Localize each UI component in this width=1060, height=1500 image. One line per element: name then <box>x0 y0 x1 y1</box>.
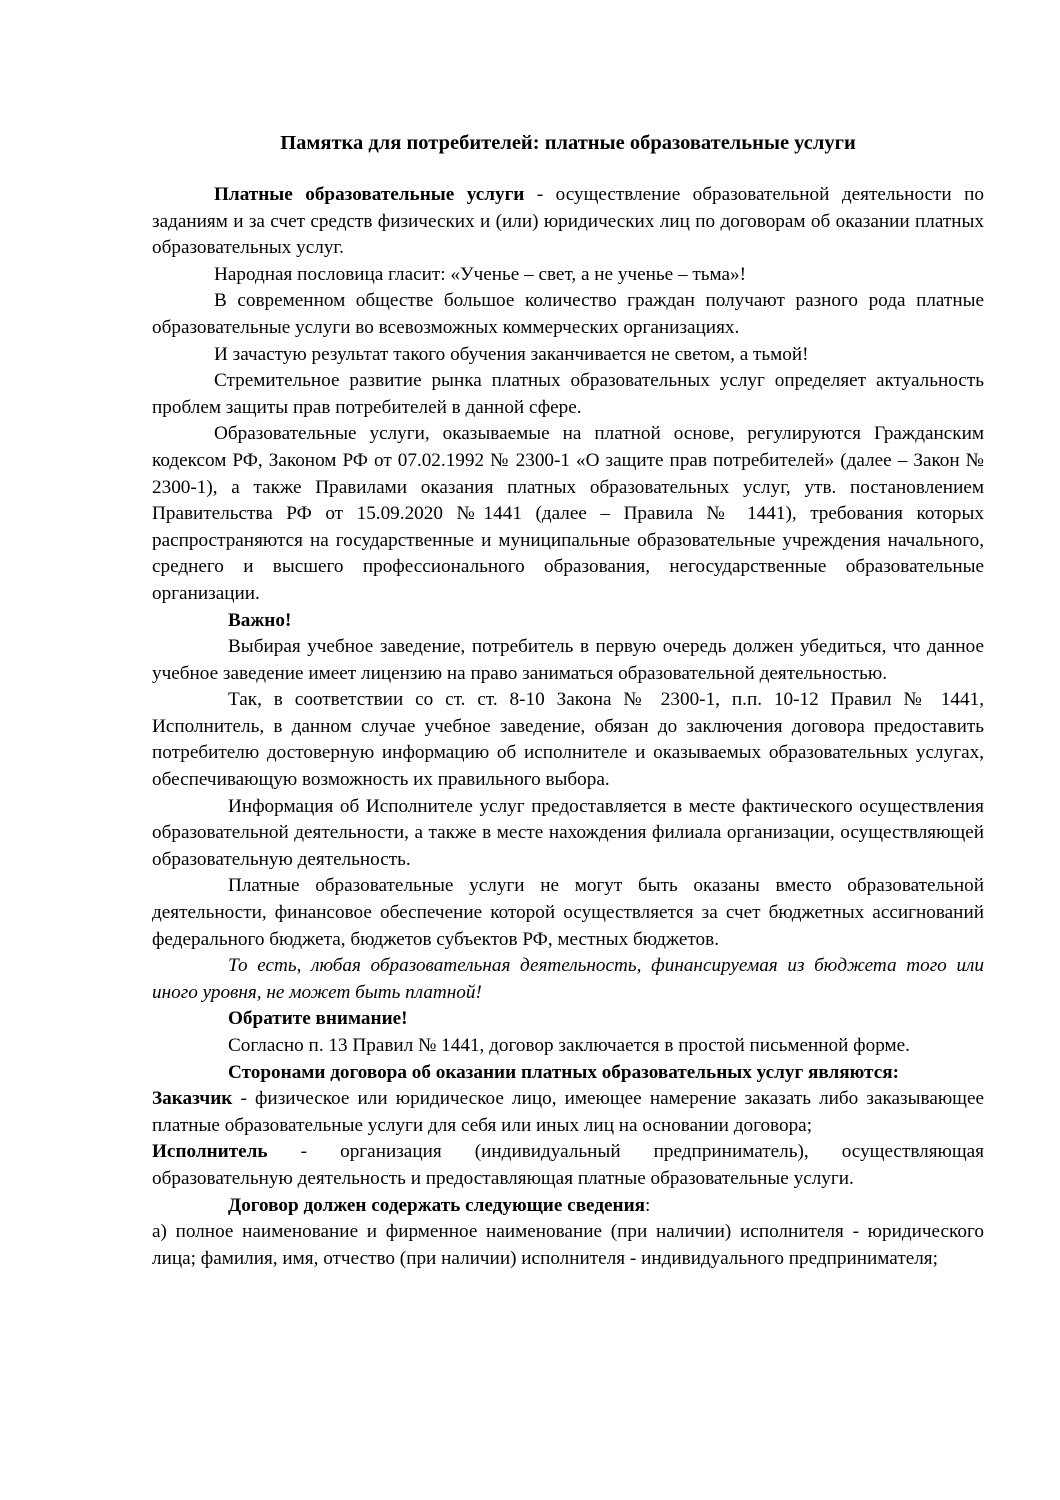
attention-heading-text: Обратите внимание! <box>228 1008 408 1030</box>
executor-term: Исполнитель <box>152 1141 268 1163</box>
customer-text: - физическое или юридическое лицо, имеющее намерение заказать либо заказывающее платные образовательные услуги для себя или иных лиц на основании договора; <box>152 1088 984 1136</box>
paragraph-customer <box>152 1086 984 1139</box>
paragraph-definition <box>152 182 984 262</box>
definition-text: осуществление образовательной деятельности по заданиям и за счет средств физических и (или) юридических лиц по договорам об оказании платных образовательных услуг. <box>152 184 985 259</box>
contract-heading <box>152 1193 984 1220</box>
paragraph-regulation: Образовательные услуги, оказываемые на платной основе, регулируются Гражданским кодексом РФ, Законом РФ от 07.02.1992 № 2300-1 «О защите прав потребителей» (далее – Закон № 2300-1), а также Правилами оказания платных образовательных услуг, утв. постановлением Правительства РФ от 15.09.2020 №1441 (далее – Правила № 1441), требования которых распространяются на государственные и муниципальные образовательные учреждения начального, среднего и высшего профессионального образования, негосударственные образовательные организации. <box>152 423 984 604</box>
important-heading <box>152 608 984 635</box>
parties-heading-text: Сторонами договора об оказании платных образовательных услуг являются: <box>228 1061 899 1083</box>
paragraph-market: Стремительное развитие рынка платных образовательных услуг определяет актуальность проблем защиты прав потребителей в данной сфере. <box>152 370 984 418</box>
parties-heading <box>152 1060 984 1087</box>
definition-dash: - <box>524 184 556 205</box>
customer-term: Заказчик <box>152 1088 233 1110</box>
list-item-a: а) полное наименование и фирменное наименование (при наличии) исполнителя - юридического лица; фамилия, имя, отчество (при наличии) исполнителя - индивидуального предпринимателя; <box>152 1221 984 1269</box>
italic-note: То есть, любая образовательная деятельность, финансируемая из бюджета того или иного уровня, не может быть платной! <box>152 955 984 1003</box>
contract-heading-text: Договор должен содержать следующие сведения <box>228 1194 646 1216</box>
document-title: Памятка для потребителей: платные образовательные услуги <box>280 132 856 154</box>
definition-term: Платные образовательные услуги <box>214 184 525 205</box>
document-page <box>152 130 984 1272</box>
paragraph-proverb: Народная пословица гласит: «Ученье – свет, а не ученье – тьма»! <box>214 263 747 285</box>
paragraph-executor-info: Информация об Исполнителе услуг предоставляется в месте фактического осуществления образовательной деятельности, а также в месте нахождения филиала организации, осуществляющей образовательную деятельность. <box>152 795 984 870</box>
paragraph-information-duty: Так, в соответствии со ст. ст. 8-10 Закона № 2300-1, п.п. 10-12 Правил № 1441, Исполнитель, в данном случае учебное заведение, обязан до заключения договора предоставить потребителю достоверную информацию об исполнителе и оказываемых образовательных услугах, обеспечивающую возможность их правильного выбора. <box>152 689 984 791</box>
attention-heading <box>152 1006 984 1033</box>
paragraph-written-form: Согласно п. 13 Правил № 1441, договор заключается в простой письменной форме. <box>228 1035 910 1056</box>
paragraph-license: Выбирая учебное заведение, потребитель в первую очередь должен убедиться, что данное учебное заведение имеет лицензию на право заниматься образовательной деятельностью. <box>152 636 984 684</box>
important-heading-text: Важно! <box>228 609 292 631</box>
executor-text: - организация (индивидуальный предприниматель), осуществляющая образовательную деятельность и предоставляющая платные образовательные услуги. <box>152 1141 984 1189</box>
paragraph-executor <box>152 1139 984 1192</box>
paragraph-not-paid <box>152 953 984 1006</box>
paragraph-result: И зачастую результат такого обучения заканчивается не светом, а тьмой! <box>214 343 809 365</box>
contract-heading-colon: : <box>645 1194 651 1216</box>
paragraph-budget: Платные образовательные услуги не могут быть оказаны вместо образовательной деятельности, финансовое обеспечение которой осуществляется за счет бюджетных ассигнований федерального бюджета, бюджетов субъектов РФ, местных бюджетов. <box>152 875 984 950</box>
paragraph-society: В современном обществе большое количество граждан получают разного рода платные образовательные услуги во всевозможных коммерческих организациях. <box>152 290 984 338</box>
